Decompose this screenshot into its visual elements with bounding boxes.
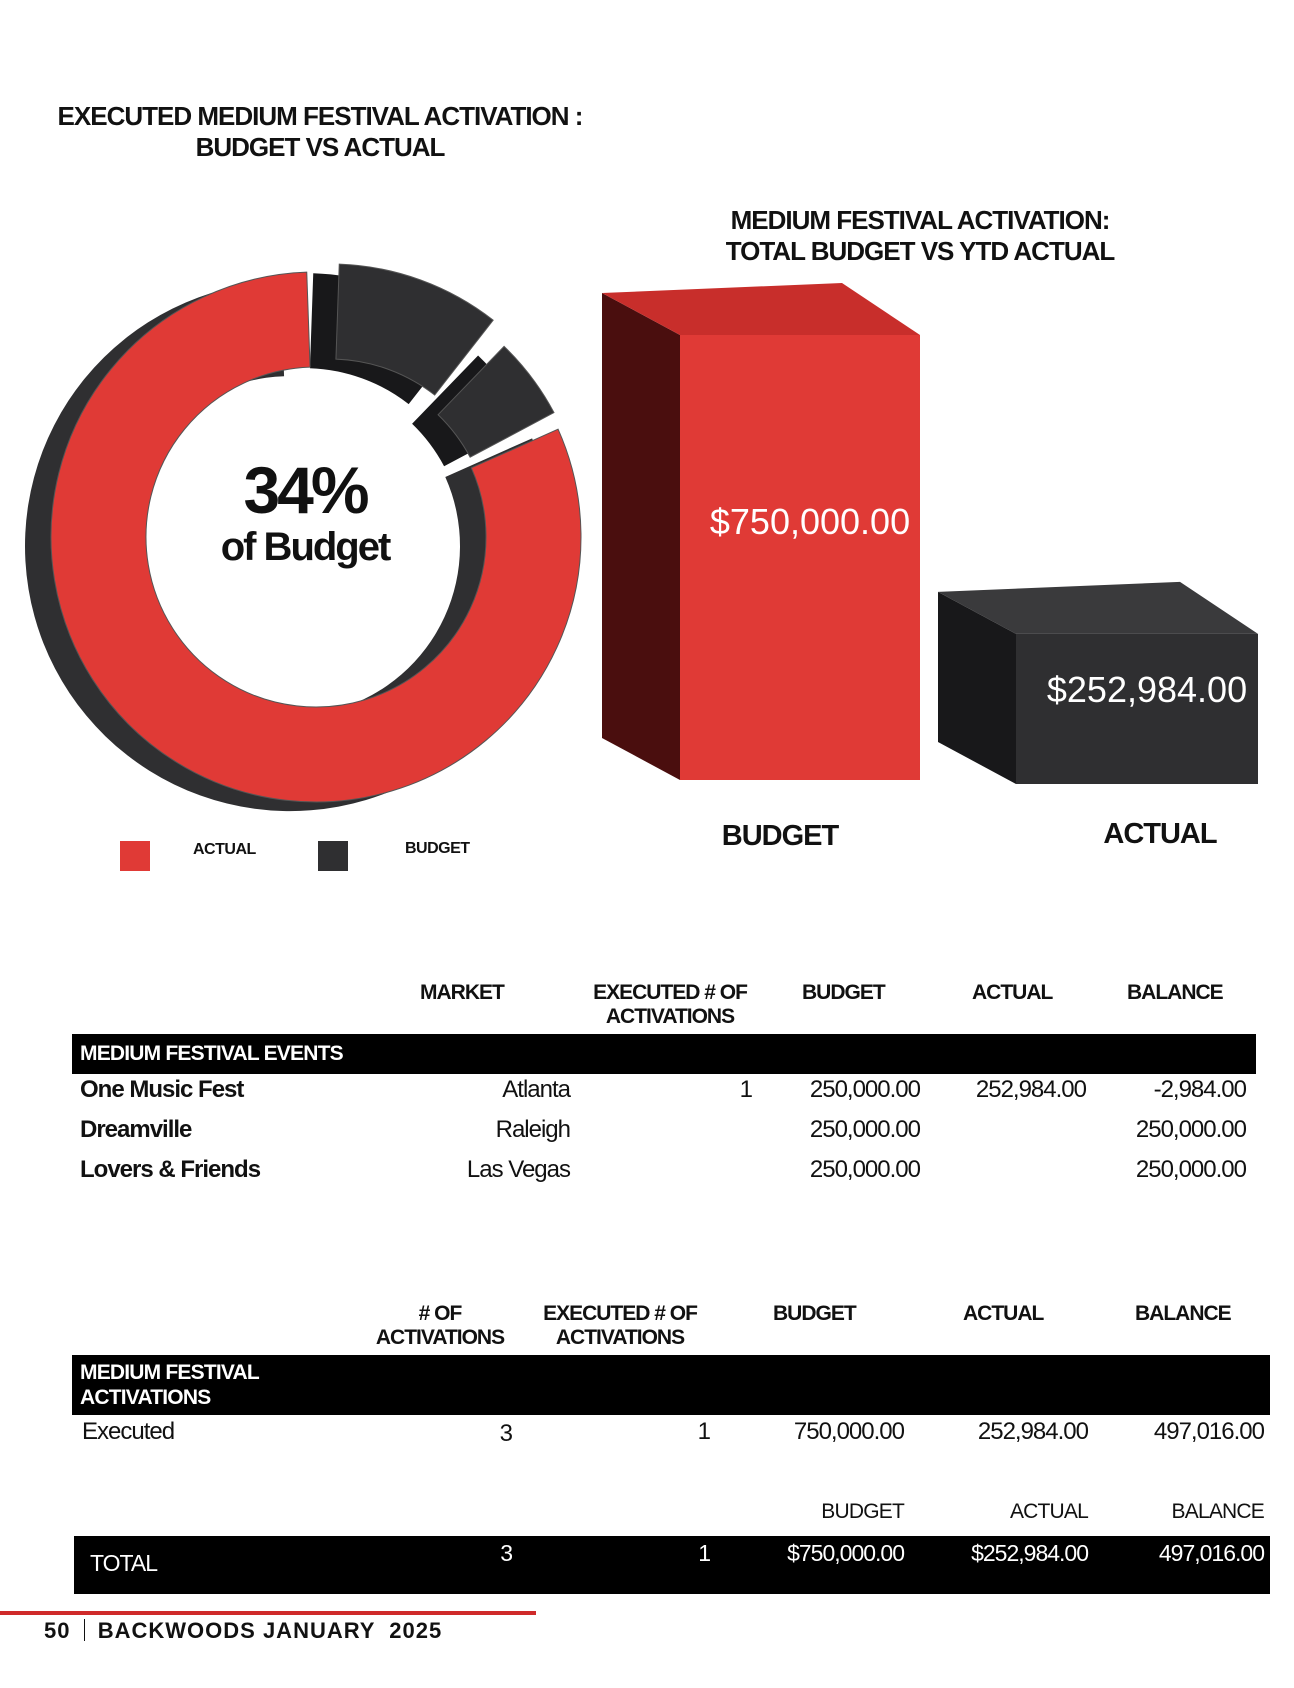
activation-executed: 1 — [697, 1418, 710, 1445]
donut-center-label: of Budget — [220, 525, 390, 569]
total-executed: 1 — [698, 1540, 710, 1566]
activation-actual: 252,984.00 — [977, 1418, 1088, 1445]
event-balance: 250,000.00 — [1135, 1116, 1246, 1143]
activations-header-executed-line-2: ACTIVATIONS — [555, 1326, 685, 1349]
event-name: Dreamville — [80, 1116, 192, 1143]
events-header-market: MARKET — [420, 981, 504, 1004]
total-budget: $750,000.00 — [787, 1540, 904, 1566]
event-name: Lovers & Friends — [80, 1156, 261, 1183]
event-budget: 250,000.00 — [809, 1076, 920, 1103]
total-num: 3 — [500, 1540, 512, 1566]
events-section-band: MEDIUM FESTIVAL EVENTS — [72, 1034, 1256, 1074]
activation-num: 3 — [499, 1420, 512, 1447]
activations-header-executed — [520, 1302, 720, 1350]
activations-header-executed-line-1: EXECUTED # OF — [543, 1302, 697, 1325]
event-market: Atlanta — [502, 1076, 570, 1103]
bar-category-actual: ACTUAL — [1103, 818, 1217, 850]
activations-header-actual: ACTUAL — [963, 1302, 1044, 1325]
events-header-balance: BALANCE — [1127, 981, 1223, 1004]
total-actual: $252,984.00 — [971, 1540, 1088, 1566]
activations-section-line-2: ACTIVATIONS — [80, 1386, 211, 1409]
activations-header-num-line-2: ACTIVATIONS — [375, 1326, 505, 1349]
activations-header-balance: BALANCE — [1135, 1302, 1231, 1325]
event-market: Las Vegas — [466, 1156, 570, 1183]
events-header-executed — [570, 981, 770, 1029]
event-actual: 252,984.00 — [975, 1076, 1086, 1103]
bar-side-budget — [602, 293, 680, 780]
donut-title-line-1: EXECUTED MEDIUM FESTIVAL ACTIVATION : — [57, 101, 583, 131]
total-subheader-balance: BALANCE — [1171, 1500, 1264, 1523]
donut-title-line-2: BUDGET VS ACTUAL — [195, 132, 445, 162]
activations-header-budget: BUDGET — [773, 1302, 856, 1325]
footer-red-rule — [0, 1611, 536, 1615]
activation-name: Executed — [82, 1418, 175, 1445]
events-header-executed-line-2: ACTIVATIONS — [605, 1005, 735, 1028]
bar-value-label-budget: $750,000.00 — [709, 501, 911, 542]
activations-section-band — [72, 1355, 1270, 1415]
bar-chart — [602, 283, 1258, 784]
total-balance: 497,016.00 — [1158, 1540, 1264, 1566]
legend-swatch-budget — [318, 841, 348, 871]
event-name: One Music Fest — [80, 1076, 244, 1103]
bar-value-label-actual: $252,984.00 — [1046, 669, 1248, 710]
bar-title-line-2: TOTAL BUDGET VS YTD ACTUAL — [725, 236, 1115, 266]
page-number: 50 — [44, 1618, 71, 1643]
total-subheader-budget: BUDGET — [821, 1500, 904, 1523]
footer — [44, 1618, 442, 1644]
legend-label-actual: ACTUAL — [193, 841, 256, 858]
activation-balance: 497,016.00 — [1153, 1418, 1264, 1445]
event-balance: 250,000.00 — [1135, 1156, 1246, 1183]
activation-budget: 750,000.00 — [793, 1418, 904, 1445]
publication-name: BACKWOODS JANUARY 2025 — [97, 1618, 443, 1643]
event-market: Raleigh — [495, 1116, 570, 1143]
bar-title-line-1: MEDIUM FESTIVAL ACTIVATION: — [730, 205, 1110, 235]
total-label: TOTAL — [90, 1550, 157, 1576]
donut-center-value: 34% — [243, 453, 367, 527]
total-subheader-actual: ACTUAL — [1009, 1500, 1088, 1523]
footer-divider — [84, 1619, 85, 1641]
event-executed: 1 — [739, 1076, 752, 1103]
activations-header-num-line-1: # OF — [418, 1302, 462, 1325]
legend-label-budget: BUDGET — [405, 840, 470, 857]
bar-budget — [680, 335, 920, 780]
legend-swatch-actual — [120, 841, 150, 871]
bar-category-budget: BUDGET — [721, 820, 839, 852]
event-budget: 250,000.00 — [809, 1116, 920, 1143]
events-header-budget: BUDGET — [802, 981, 885, 1004]
activations-section-line-1: MEDIUM FESTIVAL — [80, 1361, 259, 1384]
event-balance: -2,984.00 — [1153, 1076, 1246, 1103]
events-header-actual: ACTUAL — [972, 981, 1053, 1004]
event-budget: 250,000.00 — [809, 1156, 920, 1183]
events-header-executed-line-1: EXECUTED # OF — [593, 981, 747, 1004]
activations-header-num — [360, 1302, 520, 1350]
